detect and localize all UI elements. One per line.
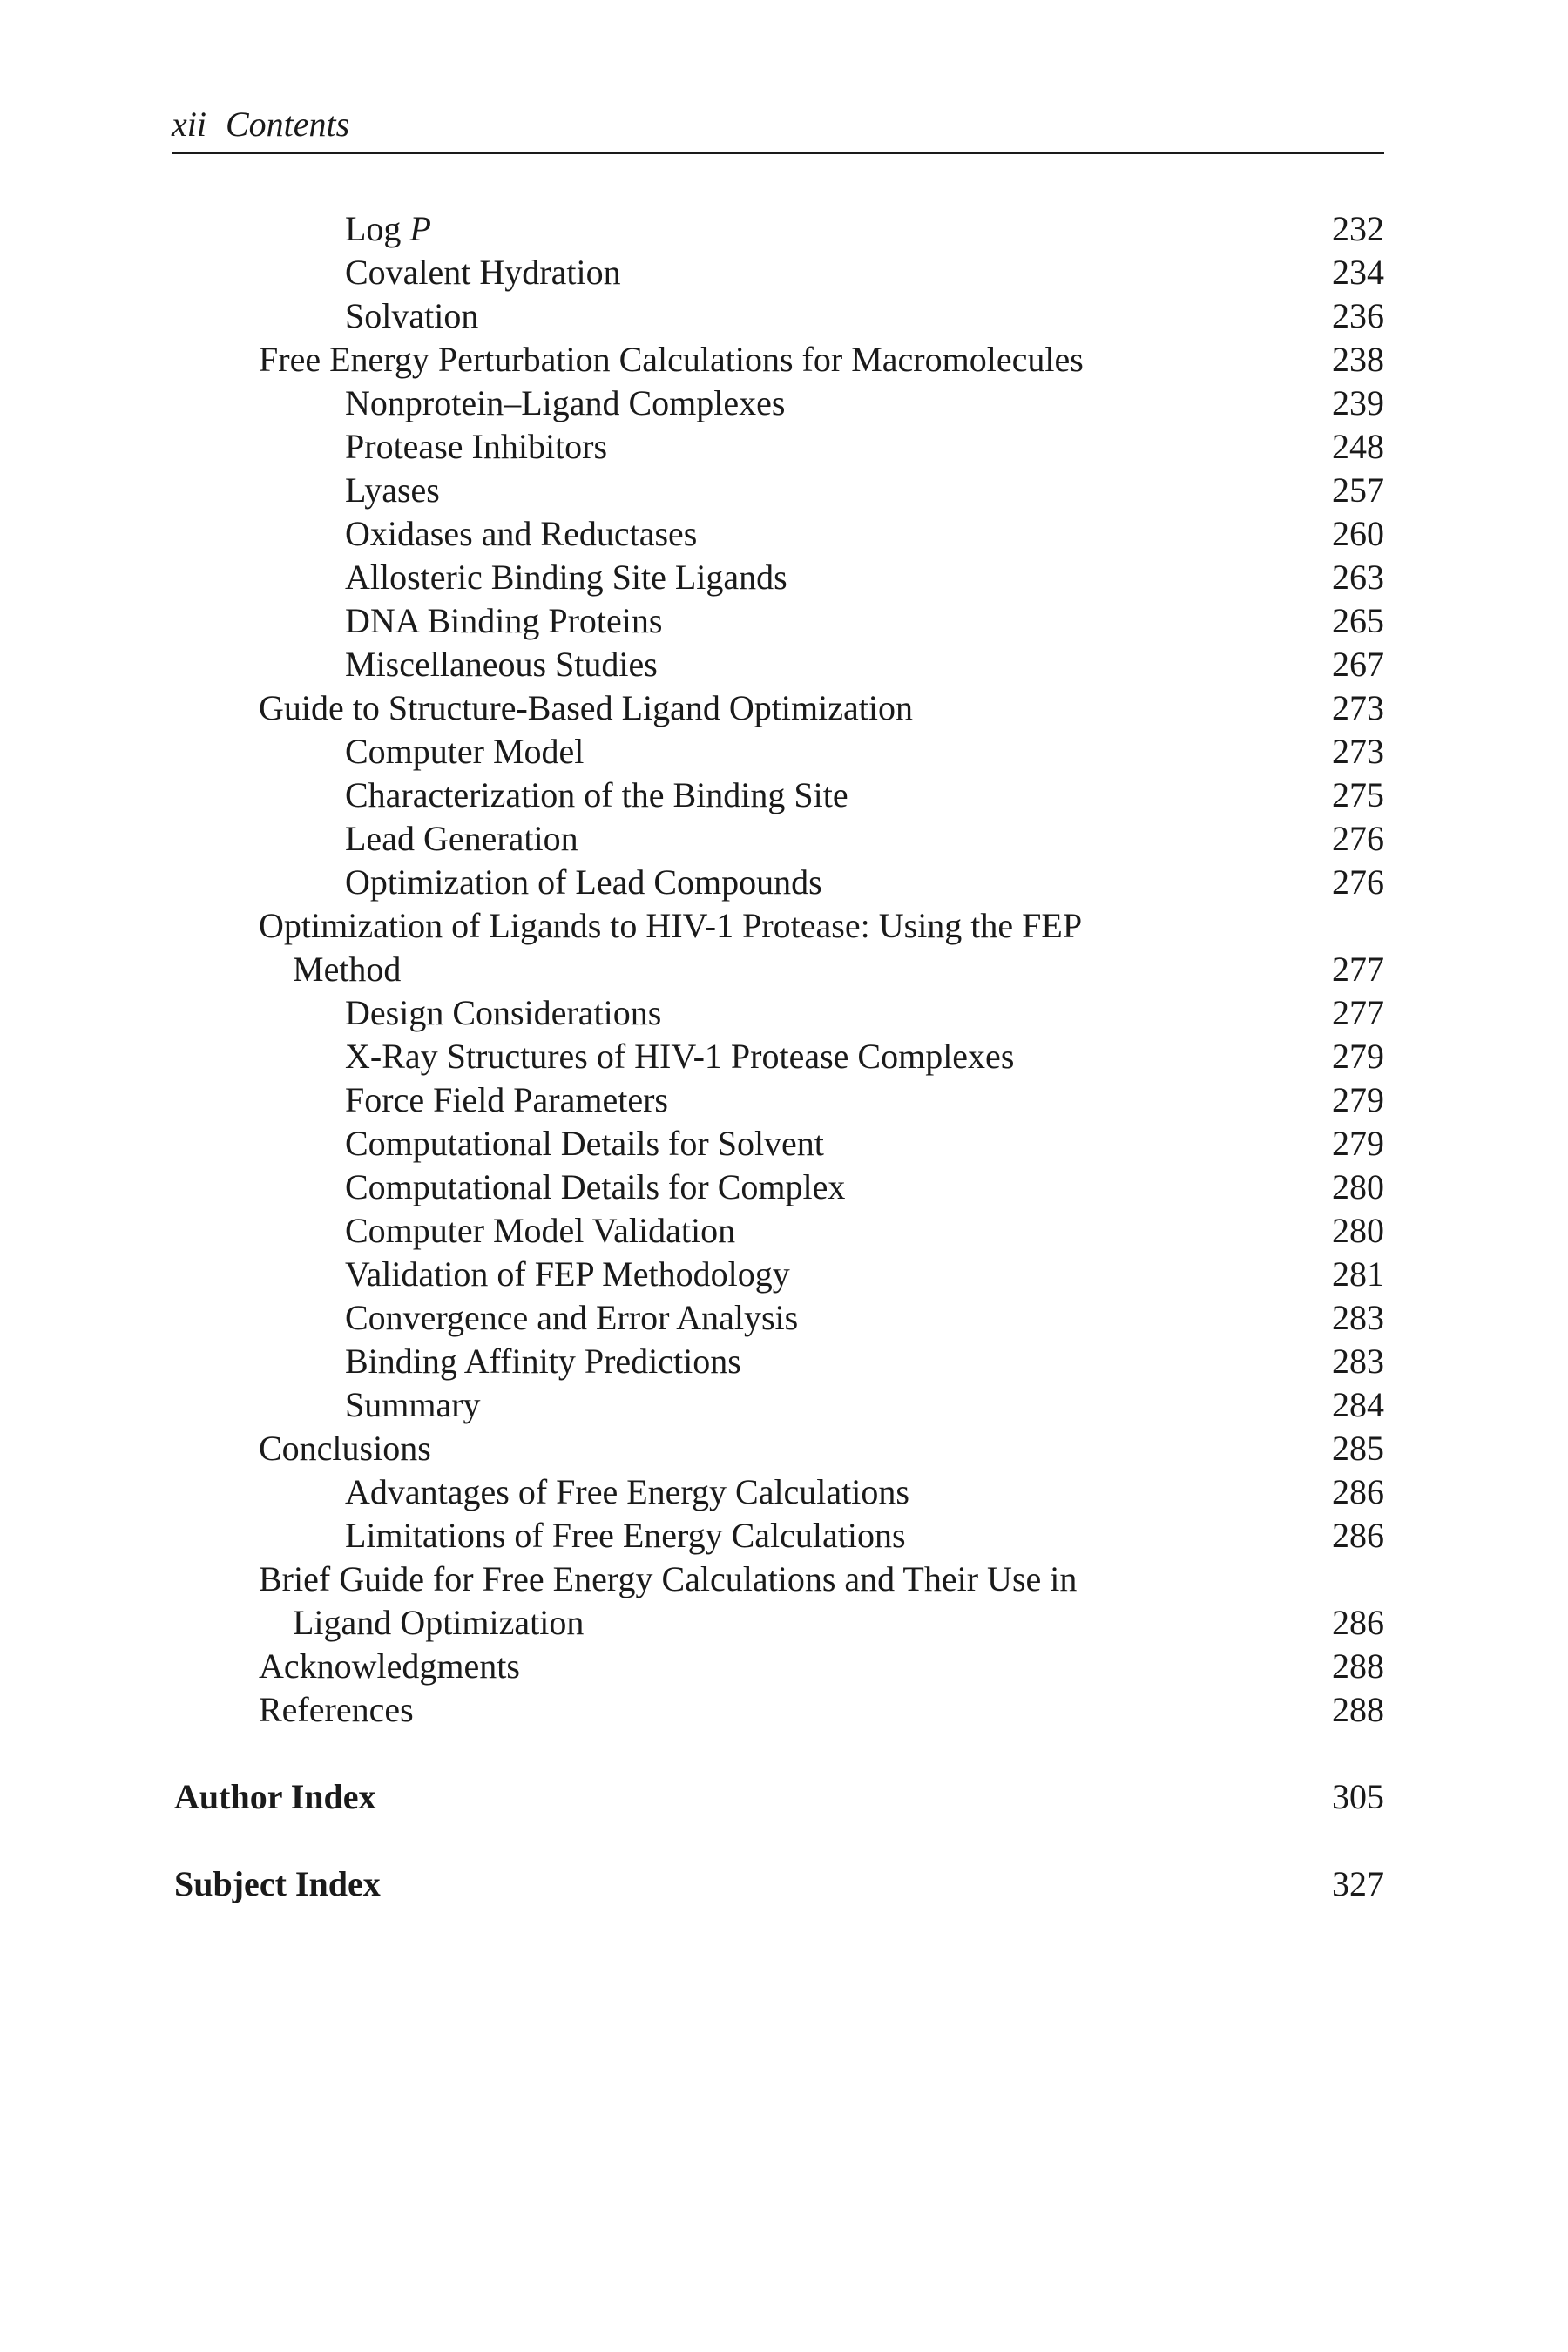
- italic-variable: P: [409, 209, 431, 248]
- toc-entry: [0, 1253, 1568, 1296]
- toc-entry: [0, 1209, 1568, 1253]
- index-entry-page: 305: [1332, 1777, 1384, 1816]
- toc-entry-title: Binding Affinity Predictions: [345, 1342, 741, 1381]
- toc-entry-title: Limitations of Free Energy Calculations: [345, 1516, 906, 1555]
- toc-entry-page: 286: [1332, 1516, 1384, 1555]
- toc-entry: [0, 1470, 1568, 1514]
- toc-entry-title: Convergence and Error Analysis: [345, 1298, 799, 1337]
- index-entry-title: Author Index: [174, 1777, 376, 1816]
- toc-entry-title: Guide to Structure-Based Ligand Optimization: [259, 688, 913, 727]
- toc-entry: [0, 1383, 1568, 1427]
- toc-entry-page: 288: [1332, 1646, 1384, 1686]
- toc-entry-title: Log P: [345, 209, 431, 248]
- toc-entry: [0, 1688, 1568, 1732]
- index-entry: [0, 1732, 1568, 1819]
- toc-entry: [0, 382, 1568, 425]
- toc-entry: [0, 1645, 1568, 1688]
- toc-entry-title: Lyases: [345, 470, 440, 510]
- toc-entry: [0, 1558, 1568, 1601]
- toc-entry: [0, 425, 1568, 469]
- toc-entry: [0, 556, 1568, 599]
- toc-entry: [0, 251, 1568, 294]
- toc-entry: [0, 1340, 1568, 1383]
- running-head: [172, 98, 1384, 154]
- toc-entry-title: Summary: [345, 1385, 481, 1424]
- toc-entry: [0, 686, 1568, 730]
- toc-entry-page: 279: [1332, 1124, 1384, 1163]
- toc-entry-title: Free Energy Perturbation Calculations for Macromolecules: [259, 340, 1084, 379]
- running-head-title: Contents: [225, 105, 350, 144]
- toc-entry: [0, 1601, 1568, 1645]
- toc-entry-page: 239: [1332, 383, 1384, 422]
- toc-entry-title: Optimization of Ligands to HIV-1 Protease: Using the FEP: [259, 906, 1083, 945]
- toc-entry-title: Ligand Optimization: [293, 1603, 585, 1642]
- toc-entry-page: 286: [1332, 1472, 1384, 1511]
- toc-entry-page: 265: [1332, 601, 1384, 640]
- toc-entry-page: 277: [1332, 993, 1384, 1032]
- toc-entry-page: 273: [1332, 732, 1384, 771]
- toc-entry-page: 273: [1332, 688, 1384, 727]
- toc-entry: [0, 338, 1568, 382]
- toc-entry: [0, 1166, 1568, 1209]
- toc-entry-title: Oxidases and Reductases: [345, 514, 698, 553]
- toc-entry-page: 248: [1332, 427, 1384, 466]
- toc-entry-page: 288: [1332, 1690, 1384, 1729]
- toc-entry: [0, 817, 1568, 861]
- toc-entry-page: 286: [1332, 1603, 1384, 1642]
- toc-entry-title: References: [259, 1690, 414, 1729]
- toc-entry-title: Acknowledgments: [259, 1646, 520, 1686]
- toc-entry-title: DNA Binding Proteins: [345, 601, 663, 640]
- toc-entry-title: Allosteric Binding Site Ligands: [345, 558, 787, 597]
- toc-entry-title: Miscellaneous Studies: [345, 645, 658, 684]
- toc-entry-title: Characterization of the Binding Site: [345, 775, 848, 814]
- toc-entry-title: X-Ray Structures of HIV-1 Protease Complexes: [345, 1037, 1015, 1076]
- toc-entry: [0, 1427, 1568, 1470]
- toc-entry: [0, 948, 1568, 991]
- toc-entry-page: 263: [1332, 558, 1384, 597]
- toc-entry-title: Computational Details for Complex: [345, 1167, 846, 1206]
- toc-entry: [0, 904, 1568, 948]
- toc-entry: [0, 1296, 1568, 1340]
- index-entry-title: Subject Index: [174, 1864, 381, 1903]
- toc-entry-title: Optimization of Lead Compounds: [345, 862, 822, 902]
- toc-entry: [0, 207, 1568, 251]
- toc-entry-page: 283: [1332, 1298, 1384, 1337]
- toc-entry: [0, 1078, 1568, 1122]
- toc-entry-page: 260: [1332, 514, 1384, 553]
- toc-entry: [0, 294, 1568, 338]
- index-entry-page: 327: [1332, 1864, 1384, 1903]
- toc-entry-title: Method: [293, 950, 402, 989]
- toc-entry-page: 279: [1332, 1037, 1384, 1076]
- toc-entry-page: 267: [1332, 645, 1384, 684]
- toc-entry-page: 257: [1332, 470, 1384, 510]
- toc-entry-page: 280: [1332, 1211, 1384, 1250]
- toc-entry: [0, 1035, 1568, 1078]
- toc-entry: [0, 1514, 1568, 1558]
- toc-entry: [0, 643, 1568, 686]
- toc-entry-title: Computer Model Validation: [345, 1211, 736, 1250]
- toc-entry-page: 236: [1332, 296, 1384, 335]
- toc-entry-title: Advantages of Free Energy Calculations: [345, 1472, 909, 1511]
- toc-entry-page: 279: [1332, 1080, 1384, 1119]
- toc-entry-page: 283: [1332, 1342, 1384, 1381]
- toc-entry-title: Covalent Hydration: [345, 253, 621, 292]
- toc-entry: [0, 1122, 1568, 1166]
- table-of-contents: [0, 207, 1568, 1906]
- toc-entry-page: 238: [1332, 340, 1384, 379]
- toc-entry-title: Validation of FEP Methodology: [345, 1254, 790, 1294]
- toc-entry: [0, 774, 1568, 817]
- toc-entry-page: 276: [1332, 862, 1384, 902]
- toc-entry-page: 276: [1332, 819, 1384, 858]
- toc-entry: [0, 599, 1568, 643]
- toc-entry-title: Design Considerations: [345, 993, 662, 1032]
- toc-entry-page: 232: [1332, 209, 1384, 248]
- toc-entry-title: Lead Generation: [345, 819, 578, 858]
- toc-entry-title: Computational Details for Solvent: [345, 1124, 824, 1163]
- toc-entry-title: Protease Inhibitors: [345, 427, 608, 466]
- page-folio: xii: [172, 105, 206, 144]
- toc-entry: [0, 991, 1568, 1035]
- toc-entry-title: Computer Model: [345, 732, 585, 771]
- toc-entry-page: 280: [1332, 1167, 1384, 1206]
- index-entry: [0, 1819, 1568, 1906]
- toc-entry-page: 285: [1332, 1429, 1384, 1468]
- toc-entry-title: Brief Guide for Free Energy Calculations and Their Use in: [259, 1559, 1078, 1598]
- toc-entry: [0, 861, 1568, 904]
- toc-entry-page: 281: [1332, 1254, 1384, 1294]
- toc-entry-page: 284: [1332, 1385, 1384, 1424]
- toc-entry-title: Solvation: [345, 296, 479, 335]
- toc-entry-page: 277: [1332, 950, 1384, 989]
- toc-entry-page: 234: [1332, 253, 1384, 292]
- toc-entry-title: Force Field Parameters: [345, 1080, 668, 1119]
- toc-entry-title: Conclusions: [259, 1429, 431, 1468]
- toc-entry: [0, 469, 1568, 512]
- toc-entry-page: 275: [1332, 775, 1384, 814]
- toc-entry: [0, 730, 1568, 774]
- toc-entry-title: Nonprotein–Ligand Complexes: [345, 383, 786, 422]
- toc-entry: [0, 512, 1568, 556]
